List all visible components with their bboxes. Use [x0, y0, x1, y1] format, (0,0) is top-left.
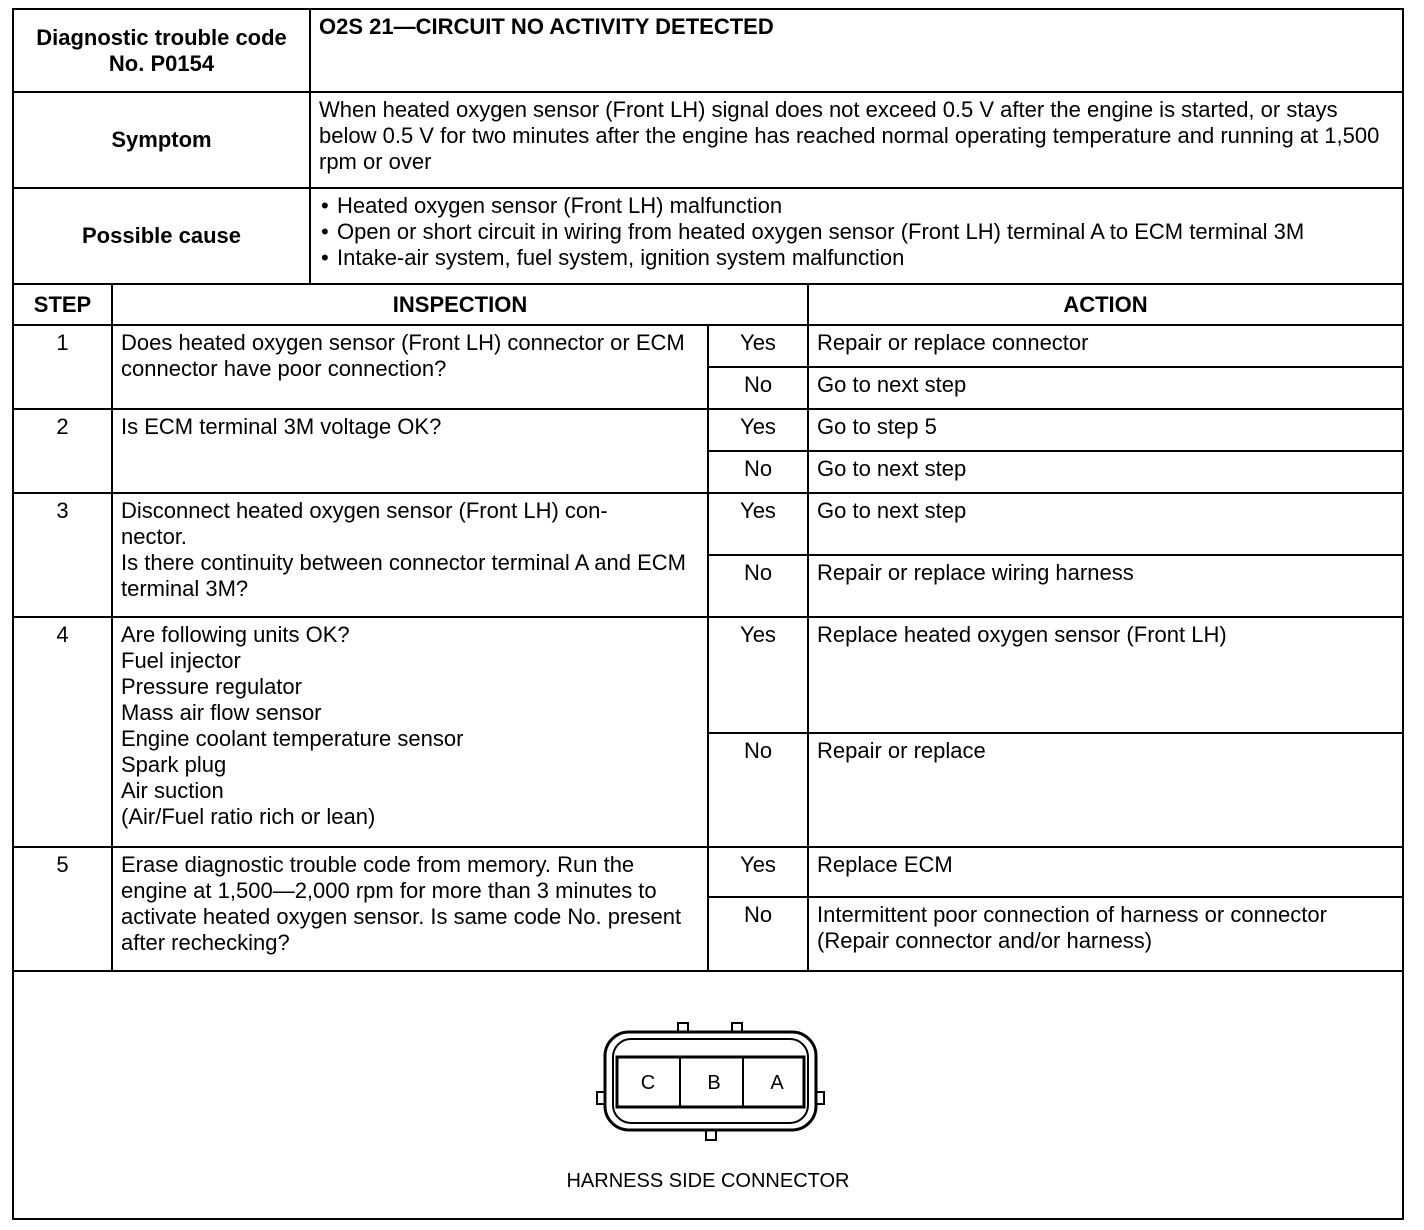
dtc-title: O2S 21—CIRCUIT NO ACTIVITY DETECTED [310, 10, 1402, 92]
step-inspection: Are following units OK? Fuel injector Pressure regulator Mass air flow sensor Engine coolant temperature sensor Spark plug Air suction (Air/Fuel ratio rich or lean) [112, 617, 708, 847]
col-action-header: ACTION [808, 285, 1402, 325]
answer-yes: Yes [708, 493, 808, 555]
cause-list [319, 193, 1394, 271]
terminal-a-label: A [770, 1072, 784, 1094]
cause-item: • Intake-air system, fuel system, ignition system malfunction [319, 245, 1394, 271]
cause-list-cell [310, 188, 1402, 284]
action-yes: Replace ECM [808, 847, 1402, 897]
answer-no: No [708, 733, 808, 847]
symptom-text: When heated oxygen sensor (Front LH) signal does not exceed 0.5 V after the engine is started, or stays below 0.5 V for two minutes after the engine has reached normal operating temperature and running at 1,500 rpm or over [310, 92, 1402, 188]
step-number: 5 [14, 847, 112, 971]
terminal-b-label: B [707, 1072, 721, 1094]
col-inspection-header: INSPECTION [112, 285, 808, 325]
step-number: 3 [14, 493, 112, 617]
inspection-table [14, 285, 1402, 972]
col-step-header: STEP [14, 285, 112, 325]
action-yes: Replace heated oxygen sensor (Front LH) [808, 617, 1402, 733]
cause-item: • Heated oxygen sensor (Front LH) malfunction [319, 193, 1394, 219]
connector-figure [14, 966, 1402, 1218]
dtc-header-table [14, 10, 1402, 285]
answer-no: No [708, 555, 808, 617]
dtc-label: Diagnostic trouble code No. P0154 [14, 10, 310, 92]
answer-yes: Yes [708, 325, 808, 367]
action-no: Go to next step [808, 451, 1402, 493]
terminal-c-label: C [640, 1072, 656, 1094]
cause-item: • Open or short circuit in wiring from heated oxygen sensor (Front LH) terminal A to ECM terminal 3M [319, 219, 1394, 245]
answer-yes: Yes [708, 847, 808, 897]
step-number: 1 [14, 325, 112, 409]
action-no: Go to next step [808, 367, 1402, 409]
step-inspection: Does heated oxygen sensor (Front LH) connector or ECM connector have poor connection? [112, 325, 708, 409]
step-number: 2 [14, 409, 112, 493]
connector-diagram [14, 966, 1402, 1166]
step-inspection: Disconnect heated oxygen sensor (Front LH) con- nector. Is there continuity between connector terminal A and ECM terminal 3M? [112, 493, 708, 617]
symptom-label: Symptom [14, 92, 310, 188]
action-yes: Go to next step [808, 493, 1402, 555]
action-no: Intermittent poor connection of harness or connector (Repair connector and/or harness) [808, 897, 1402, 971]
step-inspection: Erase diagnostic trouble code from memory. Run the engine at 1,500—2,000 rpm for more than 3 minutes to activate heated oxygen sensor. Is same code No. present after rechecking? [112, 847, 708, 971]
answer-no: No [708, 451, 808, 493]
action-no: Repair or replace wiring harness [808, 555, 1402, 617]
step-number: 4 [14, 617, 112, 847]
step-inspection: Is ECM terminal 3M voltage OK? [112, 409, 708, 493]
answer-no: No [708, 367, 808, 409]
answer-yes: Yes [708, 409, 808, 451]
answer-no: No [708, 897, 808, 971]
action-yes: Repair or replace connector [808, 325, 1402, 367]
diagnostic-sheet [12, 8, 1404, 1220]
figure-caption: HARNESS SIDE CONNECTOR [566, 1170, 850, 1192]
action-no: Repair or replace [808, 733, 1402, 847]
answer-yes: Yes [708, 617, 808, 733]
action-yes: Go to step 5 [808, 409, 1402, 451]
cause-label: Possible cause [14, 188, 310, 284]
